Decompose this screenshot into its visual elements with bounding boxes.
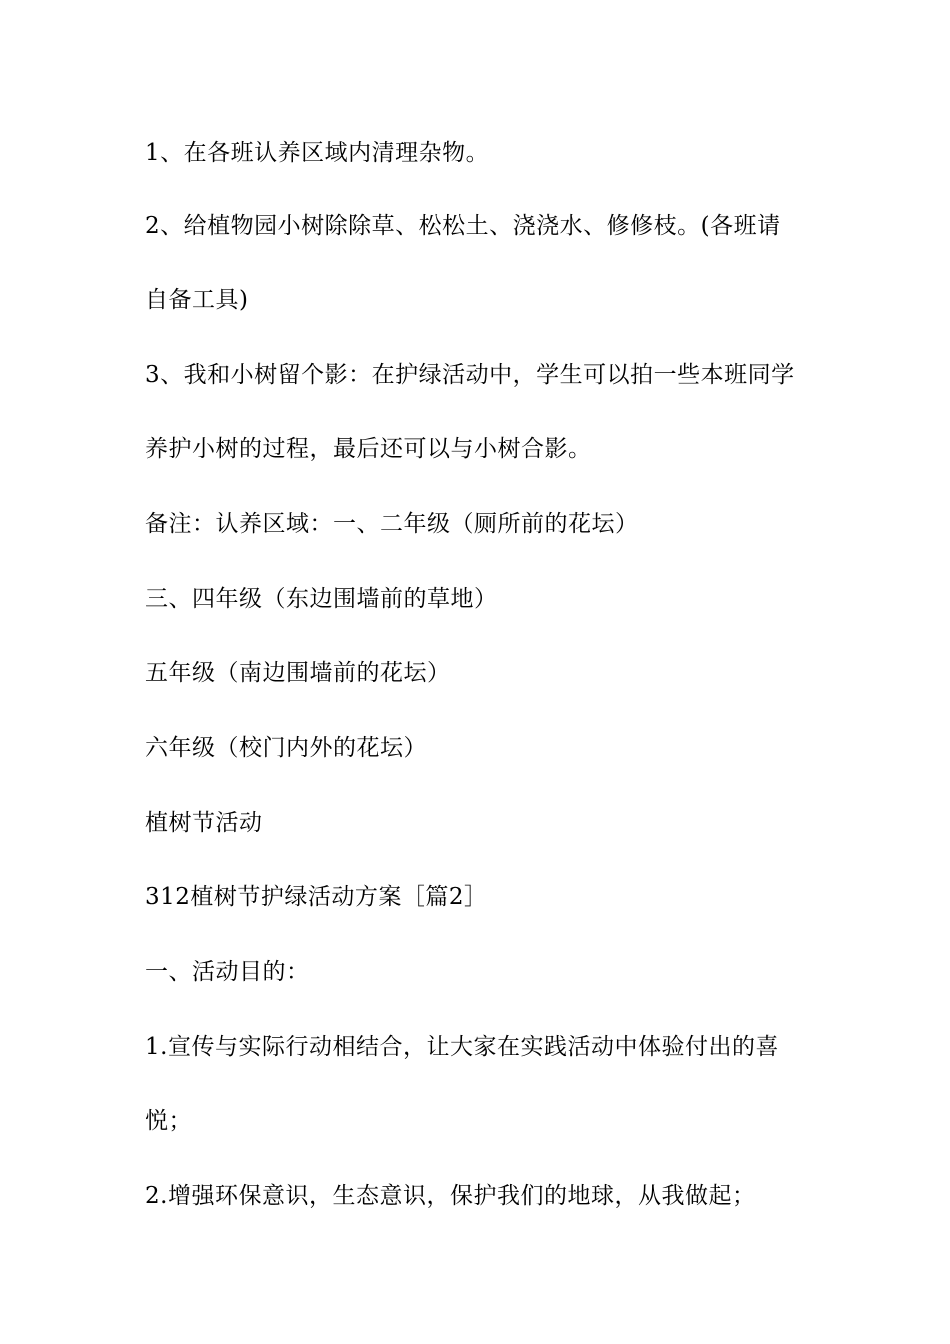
paragraph-line: 1.宣传与实际行动相结合，让大家在实践活动中体验付出的喜 xyxy=(145,1034,779,1060)
document-title: 312植树节护绿活动方案［篇2］ xyxy=(145,884,488,910)
note-line: 备注：认养区域：一、二年级（厕所前的花坛） xyxy=(145,511,639,537)
paragraph-line: 悦； xyxy=(145,1108,192,1134)
paragraph-line: 3、我和小树留个影：在护绿活动中，学生可以拍一些本班同学 xyxy=(145,362,795,388)
section-heading: 植树节活动 xyxy=(145,810,263,836)
section-heading: 一、活动目的： xyxy=(145,959,310,985)
paragraph-line: 2、给植物园小树除除草、松松土、浇浇水、修修枝。(各班请 xyxy=(145,213,781,239)
paragraph-line: 2.增强环保意识，生态意识，保护我们的地球，从我做起； xyxy=(145,1183,756,1209)
note-line: 三、四年级（东边围墙前的草地） xyxy=(145,586,498,612)
note-line: 五年级（南边围墙前的花坛） xyxy=(145,660,451,686)
note-line: 六年级（校门内外的花坛） xyxy=(145,735,427,761)
paragraph-line: 养护小树的过程，最后还可以与小树合影。 xyxy=(145,436,592,462)
paragraph-line: 自备工具) xyxy=(145,287,249,313)
paragraph-line: 1、在各班认养区域内清理杂物。 xyxy=(145,140,490,166)
